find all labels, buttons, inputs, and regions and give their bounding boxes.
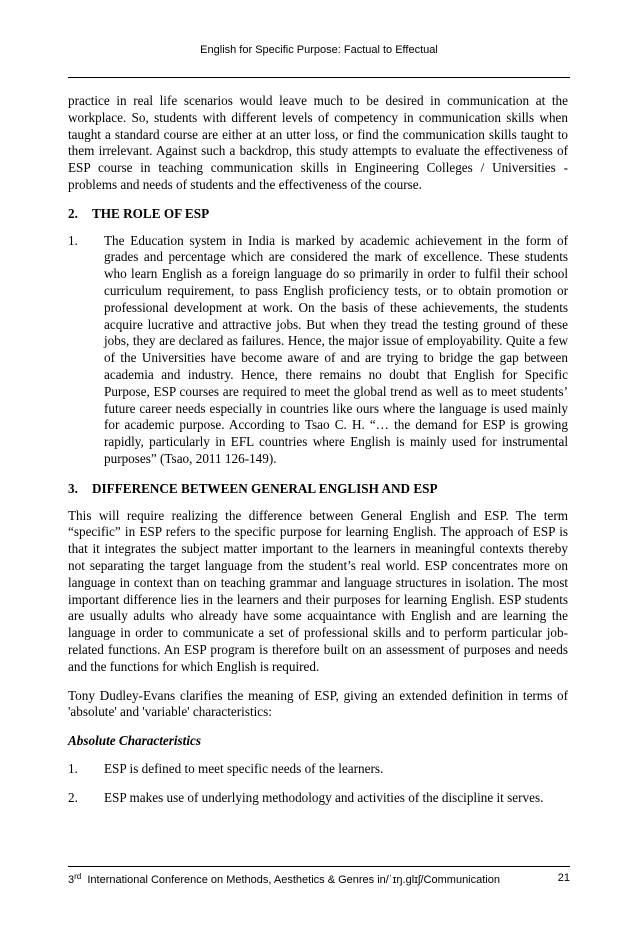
list-item-number: 2. <box>68 789 78 805</box>
header-rule <box>68 77 570 78</box>
footer-ordinal-suffix: rd <box>74 872 82 881</box>
list-item-number: 1. <box>68 760 78 776</box>
section-2-heading <box>68 206 568 223</box>
section-3-heading <box>68 481 568 498</box>
section-2-title: THE ROLE OF ESP <box>92 205 210 221</box>
section-3-number: 3. <box>68 480 78 496</box>
list-item <box>68 233 568 468</box>
list-item-number: 1. <box>68 232 78 248</box>
page-number: 21 <box>557 872 570 884</box>
footer-conference-name: International Conference on Methods, Aesthetics & Genres in/ˈɪŋ.glɪʃ/Communication <box>87 874 500 886</box>
section-3-paragraph-1: This will require realizing the difference between General English and ESP. The term “specific” in ESP refers to the specific purpose for learning English. The approach of ESP is that it integrates the subject matter important to the learners in meaningful contexts thereby not separating the target language from the student’s real world. ESP concentrates more on language in context than on teaching grammar and language structures in isolation. The most important difference lies in the learners and their purposes for learning English. ESP students are usually adults who already have some acquaintance with English and are learning the language in order to communicate a set of professional skills and to perform particular job-related functions. An ESP program is therefore built on an assessment of purposes and needs and the functions for which English is required. <box>68 507 568 674</box>
list-item <box>68 790 568 807</box>
footer-ordinal-number: 3 <box>68 874 75 886</box>
section-3-title: DIFFERENCE BETWEEN GENERAL ENGLISH AND ESP <box>92 480 438 496</box>
list-item <box>68 761 568 778</box>
section-2-number: 2. <box>68 205 78 221</box>
absolute-characteristics-heading: Absolute Characteristics <box>68 733 201 749</box>
section-3-paragraph-2: Tony Dudley-Evans clarifies the meaning of ESP, giving an extended definition in terms of 'absolute' and 'variable' characteristics: <box>68 687 568 720</box>
page-body <box>68 93 568 806</box>
running-header: English for Specific Purpose: Factual to Effectual <box>200 44 438 56</box>
footer-conference <box>68 872 500 886</box>
list-item-text: ESP makes use of underlying methodology and activities of the discipline it serves. <box>104 789 544 805</box>
intro-paragraph: practice in real life scenarios would leave much to be desired in communication at the workplace. So, students with different levels of competency in communication skills when taught a standard course are either at an utter loss, or find the communication skills taught to them irrelevant. Against such a backdrop, this study attempts to evaluate the effectiveness of ESP course in teaching communication skills in Engineering Colleges / Universities - problems and needs of students and the effectiveness of the course. <box>68 93 568 192</box>
running-footer <box>68 872 570 886</box>
footer-rule <box>68 866 570 867</box>
list-item-text: The Education system in India is marked by academic achievement in the form of grades and percentage which are considered the mark of excellence. These students who learn English as a foreign language do so primarily in order to fulfil their school curriculum requirement, to pass English proficiency tests, or to obtain promotion or professional development at work. On the basis of these achievements, the students acquire lucrative and attractive jobs. But when they tread the testing ground of these jobs, they are declared as failures. Hence, the major issue of employability. Quite a few of the Universities have become aware of and are trying to bridge the gap between academia and industry. Hence, there remains no doubt that English for Specific Purpose, ESP courses are required to meet the global trend as well as to meet students’ future career needs especially in countries like ours where the language is used mainly for academic purpose. According to Tsao C. H. “… the demand for ESP is growing rapidly, particularly in EFL countries where English is mainly used for instrumental purposes” (Tsao, 2011 126-149). <box>104 232 568 466</box>
list-item-text: ESP is defined to meet specific needs of the learners. <box>104 760 384 776</box>
